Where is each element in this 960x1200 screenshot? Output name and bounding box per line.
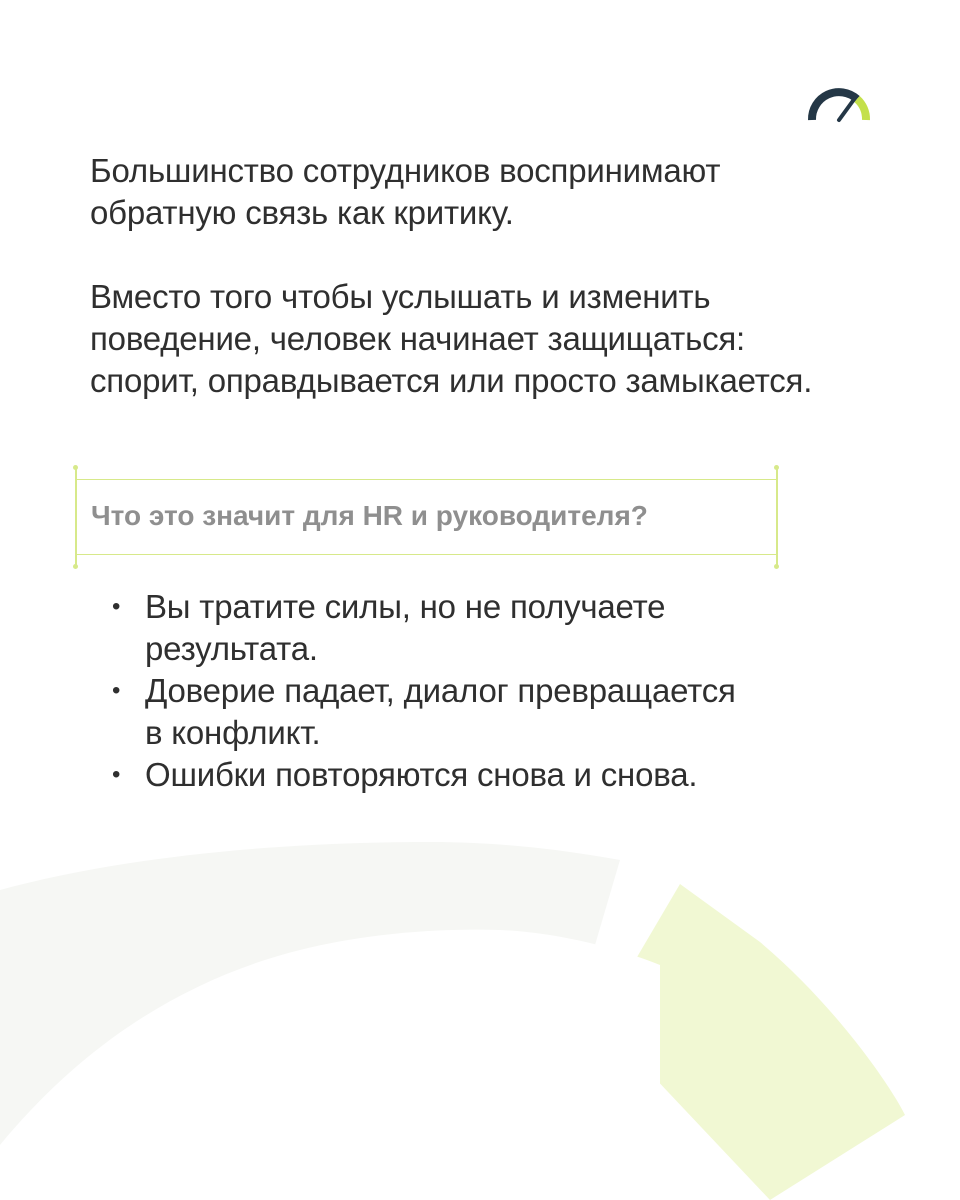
intro-paragraph-2-line-2: поведение, человек начинает защищаться: bbox=[90, 320, 746, 357]
callout-right-marker bbox=[776, 467, 778, 567]
consequence-item-3 bbox=[110, 754, 870, 796]
bullet-marker: • bbox=[112, 677, 121, 704]
intro-paragraph-1-line-1: Большинство сотрудников воспринимают bbox=[90, 152, 721, 189]
intro-paragraph-2-line-3: спорит, оправдывается или просто замыкается. bbox=[90, 362, 813, 399]
consequence-item-3-line-1: Ошибки повторяются снова и снова. bbox=[145, 756, 698, 793]
bullet-marker: • bbox=[112, 593, 121, 620]
consequence-item-1-line-2: результата. bbox=[145, 630, 318, 667]
intro-paragraph-2-line-1: Вместо того чтобы услышать и изменить bbox=[90, 278, 711, 315]
intro-content bbox=[90, 150, 920, 402]
hr-question-callout bbox=[75, 467, 779, 567]
intro-paragraph-1-line-2: обратную связь как критику. bbox=[90, 194, 514, 231]
intro-paragraph-2 bbox=[90, 276, 920, 402]
consequence-item-1 bbox=[110, 586, 870, 670]
gauge-logo-accent bbox=[857, 99, 866, 120]
consequence-item-2-line-2: в конфликт. bbox=[145, 714, 321, 751]
callout-bottom-left-dot bbox=[73, 564, 78, 569]
bullet-marker: • bbox=[112, 761, 121, 788]
callout-question-text: Что это значит для HR и руководителя? bbox=[91, 500, 648, 531]
intro-paragraph-1 bbox=[90, 150, 920, 234]
consequence-item-1-line-1: Вы тратите силы, но не получаете bbox=[145, 588, 666, 625]
callout-top-right-dot bbox=[774, 465, 779, 470]
gauge-logo-icon bbox=[806, 86, 872, 126]
consequences-list bbox=[110, 586, 870, 796]
gauge-logo-needle bbox=[839, 98, 855, 120]
consequence-item-2-line-1: Доверие падает, диалог превращается bbox=[145, 672, 736, 709]
callout-top-left-dot bbox=[73, 465, 78, 470]
callout-bottom-right-dot bbox=[774, 564, 779, 569]
consequence-item-2 bbox=[110, 670, 870, 754]
callout-left-marker bbox=[75, 467, 77, 567]
